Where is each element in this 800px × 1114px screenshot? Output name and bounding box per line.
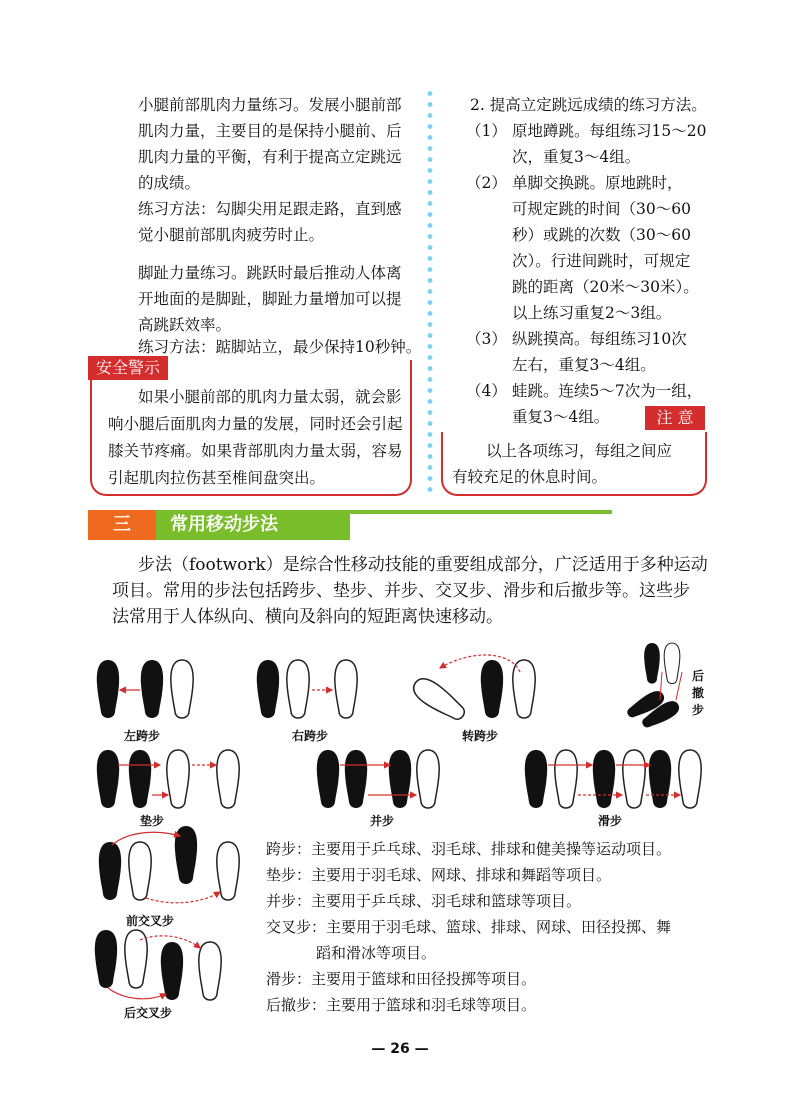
foot-icon <box>167 750 189 808</box>
foot-icon <box>141 660 163 718</box>
pad-step-figure <box>97 750 239 808</box>
foot-icon <box>129 750 151 808</box>
desc-houchebu: 后撤步：主要用于篮球和羽毛球等项目。 <box>266 996 537 1014</box>
desc-jiaochabu-line2: 蹈和滑冰等项目。 <box>316 944 437 962</box>
intro-line3: 法常用于人体纵向、横向及斜向的短距离快速移动。 <box>112 607 503 627</box>
foot-icon <box>335 660 357 718</box>
page-number: — 26 — <box>371 1041 429 1057</box>
foot-icon <box>679 750 701 808</box>
item4-num: （4） <box>466 382 507 400</box>
foot-icon <box>317 750 339 808</box>
left-p1-line4: 的成绩。 <box>138 174 201 192</box>
caption-right-step: 右跨步 <box>292 729 329 743</box>
slide-step-figure <box>525 750 701 808</box>
safety-label: 安全警示 <box>88 356 168 380</box>
foot-icon <box>217 842 239 900</box>
foot-icon <box>389 750 411 808</box>
safety-line4: 引起肌肉拉伤甚至椎间盘突出。 <box>108 469 326 487</box>
foot-icon <box>99 842 121 900</box>
item2-line4: 次）。行进间跳时，可规定 <box>512 252 691 270</box>
left-p2-line2: 觉小腿前部肌肉疲劳时止。 <box>138 226 325 244</box>
back-step-figure <box>624 643 682 732</box>
foot-icon <box>623 750 645 808</box>
left-p3-line1: 脚趾力量练习。跳跃时最后推动人体离 <box>138 264 402 282</box>
foot-icon <box>129 842 151 900</box>
foot-icon <box>199 942 221 1000</box>
item2-line2: 可规定跳的时间（30～60 <box>512 200 691 218</box>
item3-line1: 纵跳摸高。每组练习10次 <box>512 330 687 348</box>
desc-bingbu: 并步：主要用于乒乓球、羽毛球和篮球等项目。 <box>266 892 582 910</box>
foot-icon <box>555 750 577 808</box>
caption-pad-step: 垫步 <box>140 814 165 828</box>
caption-left-step: 左跨步 <box>124 729 161 743</box>
foot-icon <box>417 750 439 808</box>
foot-icon <box>525 750 547 808</box>
foot-icon <box>481 660 503 718</box>
foot-icon <box>593 750 615 808</box>
foot-icon <box>287 660 309 718</box>
foot-icon <box>95 930 117 988</box>
left-p1-line1: 小腿前部肌肉力量练习。发展小腿前部 <box>138 96 402 114</box>
foot-icon <box>257 660 279 718</box>
item2-line6: 以上练习重复2～3组。 <box>512 304 672 322</box>
caption-back-cross: 后交叉步 <box>124 1006 173 1020</box>
desc-huabu: 滑步：主要用于篮球和田径投掷等项目。 <box>266 970 537 988</box>
item4-line1: 蛙跳。连续5～7次为一组， <box>512 382 703 400</box>
intro-line2: 项目。常用的步法包括跨步、垫步、并步、交叉步、滑步和后撤步等。这些步 <box>112 581 690 601</box>
item2-line1: 单脚交换跳。原地跳时， <box>512 174 683 192</box>
left-p1-line3: 肌肉力量的平衡，有利于提高立定跳远 <box>138 148 402 166</box>
caption-back-step: 后撤步 <box>692 669 705 717</box>
item3-line2: 左右，重复3～4组。 <box>512 356 656 374</box>
caption-merge-step: 并步 <box>370 814 395 828</box>
foot-icon <box>175 826 197 884</box>
foot-icon <box>125 930 147 988</box>
merge-step-figure <box>317 750 439 808</box>
foot-icon <box>97 750 119 808</box>
item1-num: （1） <box>466 122 507 140</box>
left-p3-line2: 开地面的是脚趾，脚趾力量增加可以提 <box>138 290 402 308</box>
desc-kuabu: 跨步：主要用于乒乓球、羽毛球、排球和健美操等运动项目。 <box>266 840 672 858</box>
item4-line2: 重复3～4组。 <box>512 408 610 426</box>
item2-num: （2） <box>466 174 507 192</box>
left-p2-line1: 练习方法：勾脚尖用足跟走路，直到感 <box>138 200 402 218</box>
foot-icon <box>513 660 535 718</box>
desc-jiaochabu-line1: 交叉步：主要用于羽毛球、篮球、排球、网球、田径投掷、舞 <box>266 918 672 936</box>
caption-slide-step: 滑步 <box>598 814 623 828</box>
foot-icon <box>644 643 660 684</box>
safety-line1: 如果小腿前部的肌肉力量太弱，就会影 <box>138 388 402 406</box>
section-title: 常用移动步法 <box>156 510 350 540</box>
caption-turn-step: 转跨步 <box>462 729 499 743</box>
safety-line3: 膝关节疼痛。如果背部肌肉力量太弱，容易 <box>108 442 403 460</box>
right-heading: 2. 提高立定跳远成绩的练习方法。 <box>470 96 707 114</box>
section-number: 三 <box>88 510 156 540</box>
foot-icon <box>345 750 367 808</box>
note-label: 注 意 <box>645 406 705 430</box>
turn-step-figure <box>409 655 535 725</box>
item2-line3: 秒）或跳的次数（30～60 <box>512 226 691 244</box>
foot-icon <box>217 750 239 808</box>
note-line2: 有较充足的休息时间。 <box>452 468 608 486</box>
caption-front-cross: 前交叉步 <box>126 914 175 928</box>
safety-line2: 响小腿后面肌肉力量的发展，同时还会引起 <box>108 415 403 433</box>
foot-icon <box>97 660 119 718</box>
note-line1: 以上各项练习，每组之间应 <box>486 442 673 460</box>
item1-line1: 原地蹲跳。每组练习15～20 <box>512 122 707 140</box>
foot-icon <box>409 674 469 726</box>
intro-line1: 步法（footwork）是综合性移动技能的重要组成部分，广泛适用于多种运动 <box>138 555 708 575</box>
left-p4: 练习方法：踮脚站立，最少保持10秒钟。 <box>138 338 422 356</box>
desc-dianbu: 垫步：主要用于羽毛球、网球、排球和舞蹈等项目。 <box>266 866 612 884</box>
left-step-figure <box>97 660 193 718</box>
left-p3-line3: 高跳跃效率。 <box>138 316 232 334</box>
foot-icon <box>649 750 671 808</box>
right-step-figure <box>257 660 357 718</box>
item1-line2: 次，重复3～4组。 <box>512 148 641 166</box>
item2-line5: 跳的距离（20米～30米）。 <box>512 278 699 296</box>
item3-num: （3） <box>466 330 507 348</box>
back-cross-figure <box>95 930 221 1000</box>
foot-icon <box>664 643 680 684</box>
foot-icon <box>171 660 193 718</box>
front-cross-figure <box>99 826 239 903</box>
left-p1-line2: 肌肉力量，主要目的是保持小腿前、后 <box>138 122 402 140</box>
foot-icon <box>161 942 183 1000</box>
